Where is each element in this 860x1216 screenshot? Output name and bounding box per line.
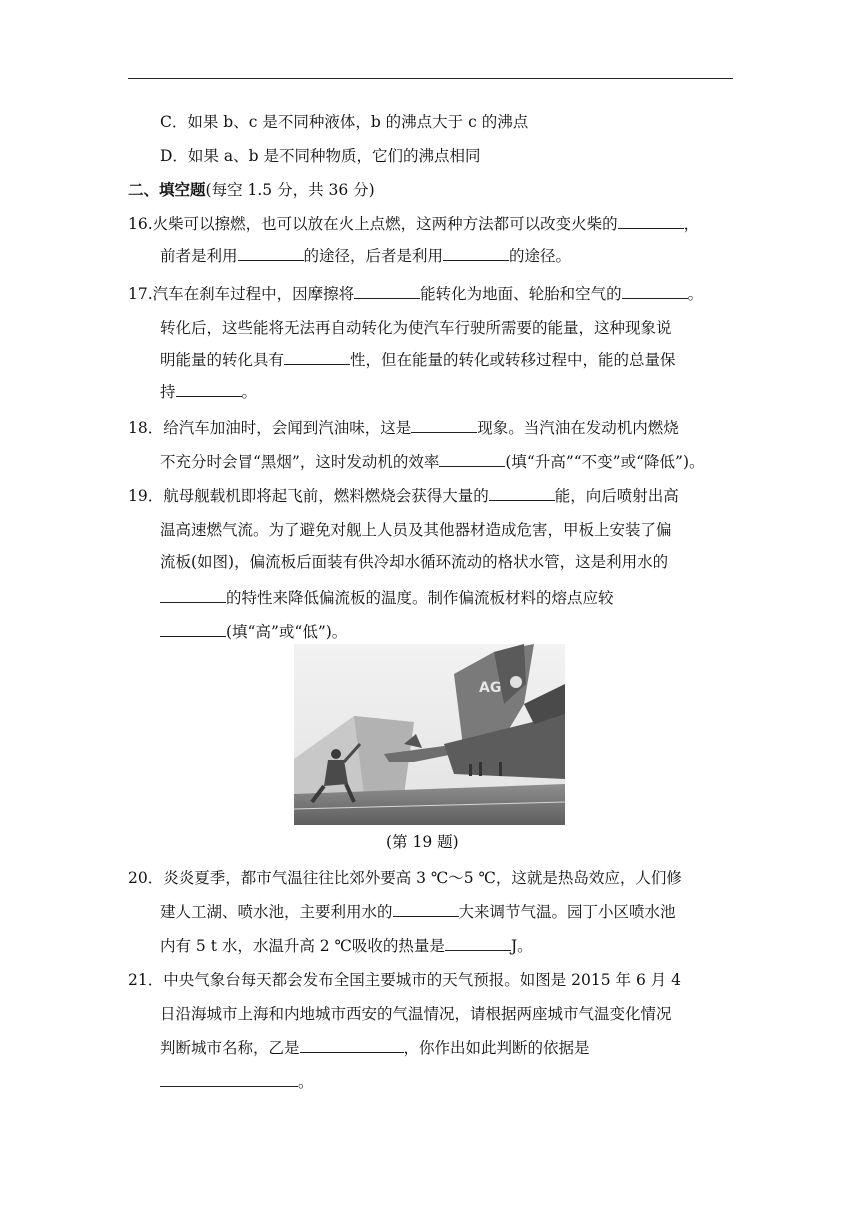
- question-19-line-2: 温高速燃气流。为了避免对舰上人员及其他器材造成危害，甲板上安装了偏: [160, 521, 672, 539]
- answer-blank[interactable]: [489, 486, 555, 501]
- answer-blank[interactable]: [439, 452, 505, 467]
- question-20-line-1: 20．炎炎夏季，都市气温往往比郊外要高 3 ℃～5 ℃，这就是热岛效应，人们修: [128, 869, 682, 887]
- answer-blank[interactable]: [284, 350, 350, 365]
- question-17-line-3: 明能量的转化具有 性，但在能量的转化或转移过程中，能的总量保: [160, 351, 676, 369]
- question-19-line-4: 的特性来降低偏流板的温度。制作偏流板材料的熔点应较: [160, 588, 614, 608]
- answer-blank[interactable]: [300, 1038, 404, 1053]
- question-19-line-5: (填“高”或“低”)。: [160, 622, 347, 642]
- question-16-line-1: 16.火柴可以擦燃，也可以放在火上点燃，这两种方法都可以改变火柴的 ，: [128, 215, 700, 233]
- answer-blank[interactable]: [160, 588, 226, 603]
- option-d: D．如果 a、b 是不同种物质，它们的沸点相同: [160, 147, 481, 165]
- answer-blank[interactable]: [618, 214, 684, 229]
- answer-blank[interactable]: [354, 284, 420, 299]
- question-19-line-3: 流板(如图)，偏流板后面装有供冷却水循环流动的格状水管，这是利用水的: [160, 553, 669, 571]
- answer-blank[interactable]: [443, 246, 509, 261]
- question-18-line-1: 18．给汽车加油时，会闻到汽油味，这是 现象。当汽油在发动机内燃烧: [128, 419, 679, 437]
- tail-marking: AG: [479, 680, 502, 696]
- question-21-line-4: 。: [160, 1072, 314, 1092]
- answer-blank[interactable]: [160, 622, 226, 637]
- question-20-line-2: 建人工湖、喷水池，主要利用水的 大来调节气温。园丁小区喷水池: [160, 903, 676, 921]
- question-19-line-1: 19．航母舰载机即将起飞前，燃料燃烧会获得大量的 能，向后喷射出高: [128, 487, 679, 505]
- question-17-line-2: 转化后，这些能将无法再自动转化为使汽车行驶所需要的能量，这种现象说: [160, 319, 672, 337]
- answer-blank[interactable]: [393, 902, 459, 917]
- answer-blank[interactable]: [160, 1072, 298, 1087]
- answer-blank[interactable]: [622, 284, 688, 299]
- section-heading: [128, 180, 375, 200]
- question-21-line-3: 判断城市名称，乙是 ，你作出如此判断的依据是: [160, 1039, 590, 1057]
- question-17-line-1: 17.汽车在刹车过程中，因摩擦将 能转化为地面、轮胎和空气的 。: [128, 285, 704, 303]
- header-rule: [128, 78, 733, 79]
- answer-blank[interactable]: [445, 936, 511, 951]
- section-note: (每空 1.5 分，共 36 分): [205, 181, 375, 199]
- answer-blank[interactable]: [238, 246, 304, 261]
- question-18-line-2: 不充分时会冒“黑烟”，这时发动机的效率 (填“升高”“不变”或“降低”)。: [160, 453, 705, 471]
- figure-caption: (第 19 题): [386, 833, 459, 851]
- answer-blank[interactable]: [176, 382, 242, 397]
- question-20-line-3: 内有 5 t 水，水温升高 2 ℃吸收的热量是 J。: [160, 937, 533, 955]
- section-title: 二、填空题: [128, 180, 206, 199]
- aircraft-carrier-photo: [294, 644, 565, 825]
- option-c: C．如果 b、c 是不同种液体，b 的沸点大于 c 的沸点: [160, 113, 529, 131]
- question-21-line-1: 21．中央气象台每天都会发布全国主要城市的天气预报。如图是 2015 年 6 月 4: [128, 971, 682, 989]
- question-16-line-2: 前者是利用 的途径，后者是利用 的途径。: [160, 247, 572, 265]
- question-17-line-4: 持 。: [160, 383, 258, 401]
- answer-blank[interactable]: [411, 418, 477, 433]
- question-21-line-2: 日沿海城市上海和内地城市西安的气温情况，请根据两座城市气温变化情况: [160, 1005, 672, 1023]
